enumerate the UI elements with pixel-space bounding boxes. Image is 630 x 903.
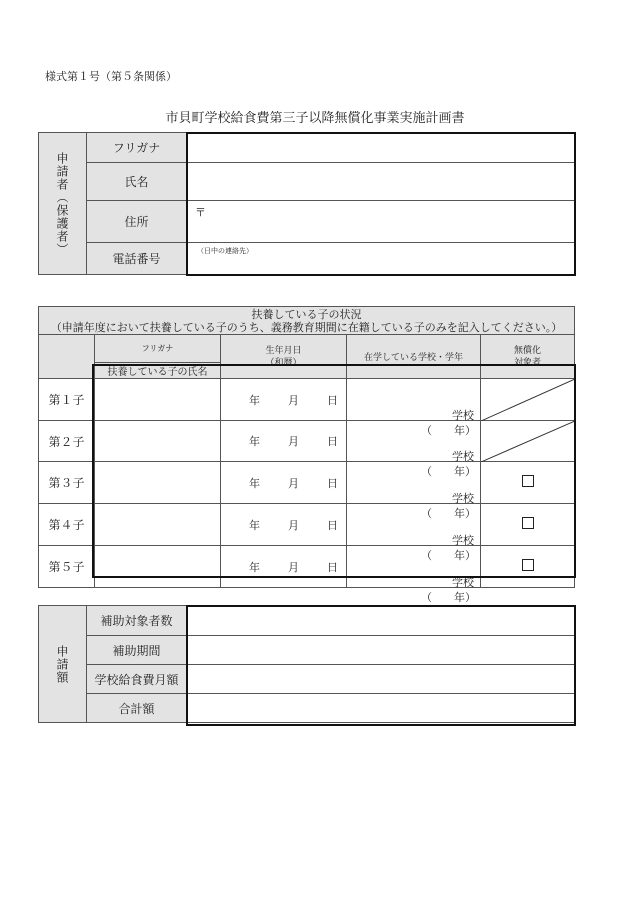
school-field[interactable]: 学校 （ 年） xyxy=(347,504,481,546)
monthly-label: 学校給食費月額 xyxy=(87,665,187,694)
name-field[interactable] xyxy=(187,163,575,201)
free-target-na xyxy=(481,421,575,462)
children-table xyxy=(38,306,575,604)
school-field[interactable]: 学校 （ 年） xyxy=(347,462,481,504)
child-row xyxy=(39,421,575,462)
postal-mark: 〒 xyxy=(195,206,206,219)
applicant-group-label: 申請者（保護者） xyxy=(39,133,87,275)
birthdate-field[interactable]: 年 月 日 xyxy=(221,421,347,462)
count-label: 補助対象者数 xyxy=(87,606,187,636)
total-label: 合計額 xyxy=(87,694,187,723)
col-furigana: フリガナ xyxy=(95,335,221,363)
birthdate-field[interactable]: 年 月 日 xyxy=(221,379,347,421)
child-row xyxy=(39,504,575,546)
child-name-field[interactable] xyxy=(95,462,221,504)
child-row xyxy=(39,546,575,588)
daytime-note: （日中の連絡先） xyxy=(197,247,253,255)
phone-label: 電話番号 xyxy=(87,243,187,275)
col-child-name: 扶養している子の氏名 xyxy=(95,363,221,379)
free-target-cell xyxy=(481,504,575,546)
child-name-field[interactable] xyxy=(95,504,221,546)
diagonal-slash xyxy=(481,421,575,462)
child-row xyxy=(39,379,575,421)
birthdate-field[interactable]: 年 月 日 xyxy=(221,462,347,504)
child-row xyxy=(39,462,575,504)
name-label: 氏名 xyxy=(87,163,187,201)
period-field[interactable] xyxy=(187,636,575,665)
school-field[interactable]: 学校 （ 年） xyxy=(347,546,481,588)
monthly-field[interactable] xyxy=(187,665,575,694)
col-birthdate: 生年月日 （和暦） xyxy=(221,335,347,379)
address-label: 住所 xyxy=(87,201,187,243)
form-number: 様式第１号（第５条関係） xyxy=(45,70,177,83)
furigana-field[interactable] xyxy=(187,133,575,163)
child-label: 第１子 xyxy=(39,379,95,421)
birthdate-field[interactable]: 年 月 日 xyxy=(221,546,347,588)
child-name-field[interactable] xyxy=(95,546,221,588)
free-target-checkbox[interactable] xyxy=(522,475,534,487)
col-school: 在学している学校・学年 xyxy=(347,335,481,379)
count-field[interactable] xyxy=(187,606,575,636)
period-label: 補助期間 xyxy=(87,636,187,665)
address-field[interactable] xyxy=(187,201,575,243)
child-label: 第２子 xyxy=(39,421,95,462)
children-corner xyxy=(39,335,95,379)
birthdate-field[interactable]: 年 月 日 xyxy=(221,504,347,546)
free-target-cell xyxy=(481,462,575,504)
child-name-field[interactable] xyxy=(95,379,221,421)
free-target-na xyxy=(481,379,575,421)
free-target-cell xyxy=(481,546,575,588)
child-label: 第５子 xyxy=(39,546,95,588)
child-name-field[interactable] xyxy=(95,421,221,462)
col-free: 無償化 対象者 xyxy=(481,335,575,379)
child-label: 第４子 xyxy=(39,504,95,546)
amount-table xyxy=(38,605,575,723)
total-field[interactable] xyxy=(187,694,575,723)
amount-group-label: 申請額 xyxy=(39,606,87,723)
child-label: 第３子 xyxy=(39,462,95,504)
school-field[interactable]: 学校 （ 年） xyxy=(347,421,481,462)
children-heading: 扶養している子の状況 （申請年度において扶養している子のうち、義務教育期間に在籍している子のみを記入してください。） xyxy=(39,307,575,335)
phone-field[interactable] xyxy=(187,243,575,275)
free-target-checkbox[interactable] xyxy=(522,559,534,571)
applicant-table xyxy=(38,132,575,275)
page-title: 市貝町学校給食費第三子以降無償化事業実施計画書 xyxy=(165,111,465,126)
furigana-label: フリガナ xyxy=(87,133,187,163)
diagonal-slash xyxy=(481,379,575,421)
school-field[interactable]: 学校 （ 年） xyxy=(347,379,481,421)
free-target-checkbox[interactable] xyxy=(522,517,534,529)
